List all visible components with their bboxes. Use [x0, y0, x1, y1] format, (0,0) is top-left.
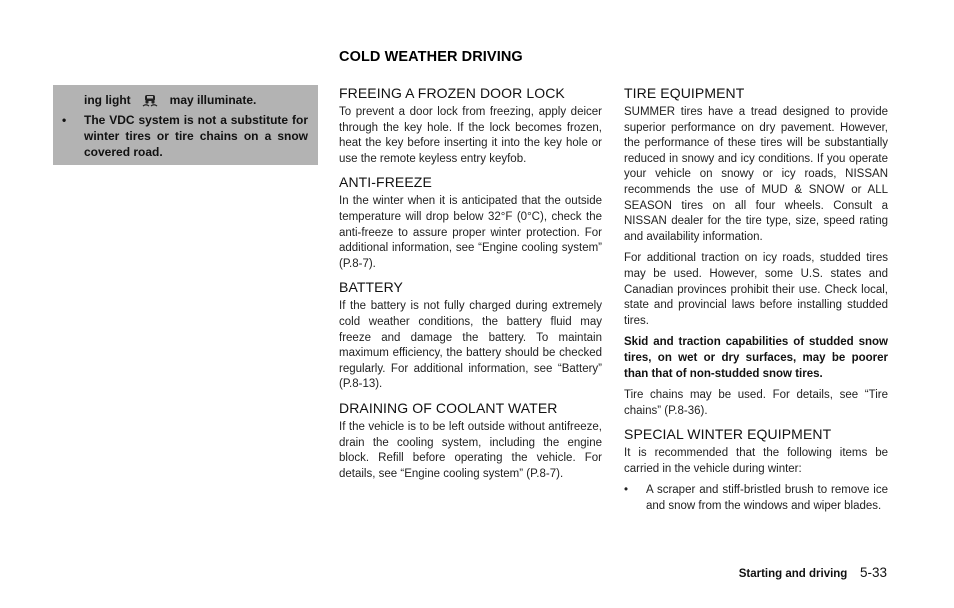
- caution-list-item: [62, 112, 308, 160]
- section-frozen-door-lock: [339, 84, 602, 167]
- paragraph: If the vehicle is to be left outside without antifreeze, drain the cooling system, including the engine block. Refill before operating the vehicle. For details, see “Engine cooling system” (P.8-7).: [339, 420, 602, 480]
- subheading: DRAINING OF COOLANT WATER: [339, 399, 558, 416]
- bullet: •: [62, 113, 67, 127]
- bullet: •: [624, 484, 629, 497]
- caution-text-after: may illuminate.: [169, 93, 257, 107]
- paragraph: If the battery is not fully charged during extremely cold weather conditions, the battery fluid may freeze and damage the battery. To maintain maximum efficiency, the battery should be checked regularly. For additional information, see “Battery” (P.8-13).: [339, 300, 602, 391]
- paragraph: For additional traction on icy roads, studded tires may be used. However, some U.S. states and Canadian provinces prohibit their use. Check local, state and provincial laws before installing studded tires.: [624, 252, 888, 327]
- caution-text-before: ing light: [84, 93, 131, 107]
- caution-line: [84, 92, 308, 108]
- subheading: ANTI-FREEZE: [339, 174, 432, 191]
- page-footer: [739, 565, 887, 580]
- list-item: [624, 483, 888, 514]
- caution-box: [53, 85, 318, 165]
- page-number: 5-33: [859, 565, 887, 580]
- subheading-tire-equipment: TIRE EQUIPMENT: [624, 85, 745, 101]
- column-right: [624, 84, 888, 515]
- footer-section-title: Starting and driving: [738, 568, 848, 580]
- section-draining-coolant: [339, 399, 602, 482]
- subheading: BATTERY: [339, 279, 403, 296]
- vdc-warning-light-icon: [142, 93, 158, 107]
- section-anti-freeze: [339, 173, 602, 272]
- subheading-special-winter-equipment: SPECIAL WINTER EQUIPMENT: [624, 426, 832, 443]
- column-middle: [339, 84, 602, 488]
- subheading: FREEING A FROZEN DOOR LOCK: [339, 85, 565, 101]
- section-heading: COLD WEATHER DRIVING: [339, 49, 523, 65]
- section-battery: [339, 278, 602, 393]
- caution-item-text: The VDC system is not a substitute for winter tires or tire chains on a snow covered road.: [84, 113, 308, 159]
- warning-paragraph: Skid and traction capabilities of studded snow tires, on wet or dry surfaces, may be poorer than that of non-studded snow tires.: [624, 336, 888, 380]
- paragraph: Tire chains may be used. For details, see “Tire chains” (P.8-36).: [624, 389, 888, 417]
- paragraph: It is recommended that the following items be carried in the vehicle during winter:: [624, 447, 888, 475]
- paragraph: To prevent a door lock from freezing, apply deicer through the key hole. If the lock becomes frozen, heat the key before inserting it into the key hole or use the remote keyless entry keyfob.: [339, 106, 602, 165]
- paragraph: In the winter when it is anticipated that the outside temperature will drop below 32°F (0°C), check the anti-freeze to assure proper winter protection. For additional information, see “Engine cooling system” (P.8-7).: [339, 195, 602, 270]
- paragraph: SUMMER tires have a tread designed to provide superior performance on dry pavement. However, the performance of these tires will be substantially reduced in snowy and icy conditions. If you operate your vehicle on snowy or icy roads, NISSAN recommends the use of MUD & SNOW or ALL SEASON tires on all four wheels. Consult a NISSAN dealer for the tire type, size, speed rating and availability information.: [624, 106, 888, 243]
- list-item-text: A scraper and stiff-bristled brush to remove ice and snow from the windows and wiper blades.: [646, 484, 888, 513]
